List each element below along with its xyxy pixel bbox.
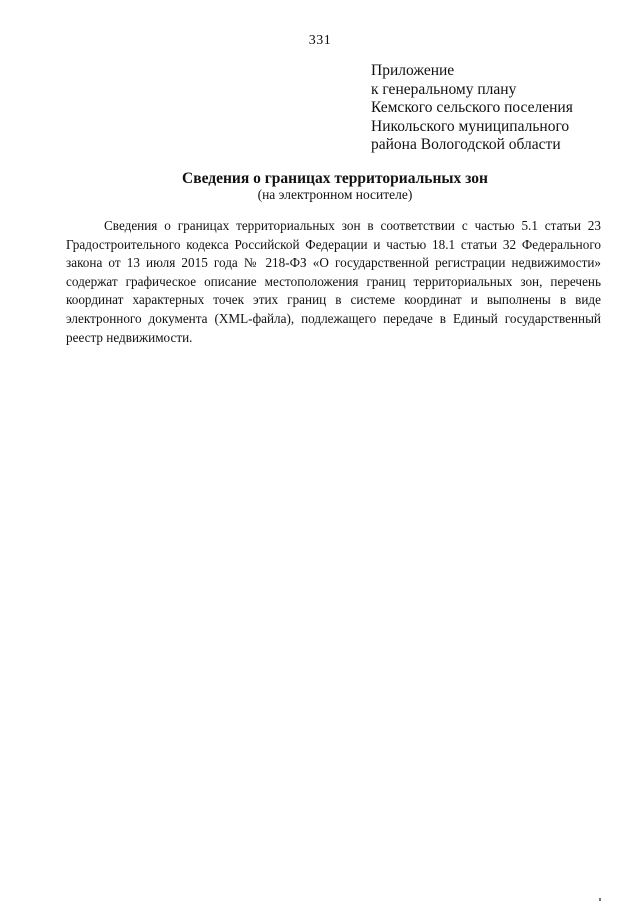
appendix-line: Кемского сельского поселения [371, 99, 573, 116]
appendix-line: к генеральному плану [371, 80, 517, 98]
page-number: 331 [308, 33, 332, 48]
appendix-line: Никольского муниципального [371, 117, 570, 135]
scan-speck [599, 898, 601, 901]
appendix-line: района Вологодской области [371, 136, 561, 153]
body-paragraph: Сведения о границах территориальных зон в соответствии с частью 5.1 статьи 23 Градостроительного кодекса Российской Федерации и частью 18.1 статьи 32 Федерального закона от 13 июля 2015 года № 218-ФЗ «О государственной регистрации недвижимости» содержат графическое описание местоположения границ территориальных зон, перечень координат характерных точек этих границ в системе координат и выполнены в виде электронного документа (XML-файла), подлежащего передаче в Единый государственный реестр недвижимости. [66, 218, 601, 345]
appendix-line: Приложение [371, 62, 455, 79]
appendix-block [371, 62, 621, 155]
document-subtitle: (на электронном носителе) [257, 187, 413, 202]
document-title: Сведения о границах территориальных зон [182, 170, 488, 187]
